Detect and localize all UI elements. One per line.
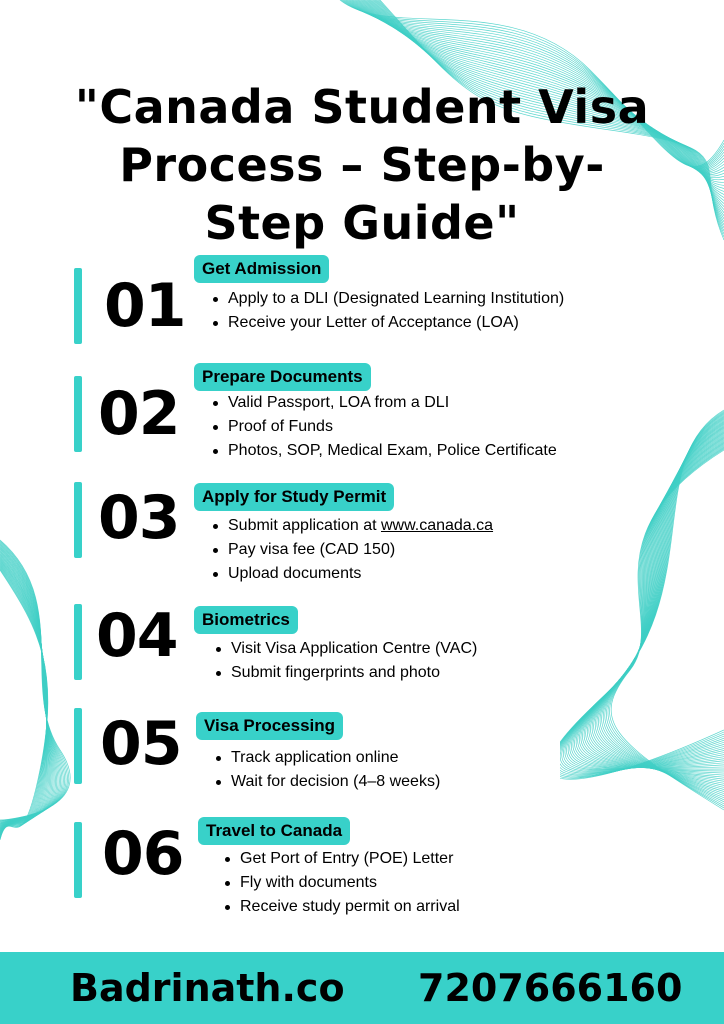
list-item: Get Port of Entry (POE) Letter — [220, 847, 460, 871]
step-number: 02 — [98, 379, 180, 449]
step-marker-bar — [74, 376, 82, 452]
phone-number[interactable]: 7207666160 — [418, 966, 683, 1010]
list-item: Photos, SOP, Medical Exam, Police Certificate — [208, 439, 557, 463]
step-number: 05 — [100, 709, 182, 779]
step-items — [208, 514, 493, 586]
footer-banner — [0, 952, 724, 1024]
step-items — [211, 746, 440, 794]
website-link[interactable]: Badrinath.co — [70, 966, 345, 1010]
page-title: "Canada Student Visa Process – Step-by- Step Guide" — [74, 80, 650, 250]
wave-line — [595, 440, 724, 790]
list-item: Fly with documents — [220, 871, 460, 895]
step-number: 04 — [96, 601, 178, 671]
step-heading-badge: Apply for Study Permit — [194, 483, 394, 511]
step-number: 03 — [98, 483, 180, 553]
step-heading-badge: Visa Processing — [196, 712, 343, 740]
wave-line — [0, 570, 48, 840]
list-item: Receive study permit on arrival — [220, 895, 460, 919]
wave-line — [594, 439, 724, 788]
canada-website-link[interactable]: www.canada.ca — [380, 517, 494, 534]
step-heading-badge: Travel to Canada — [198, 817, 350, 845]
wave-line — [579, 429, 724, 769]
step-items — [208, 391, 557, 463]
wave-line — [0, 544, 65, 823]
list-item: Visit Visa Application Centre (VAC) — [211, 637, 477, 661]
step-items — [220, 847, 460, 919]
list-item: Submit fingerprints and photo — [211, 661, 477, 685]
list-item: Apply to a DLI (Designated Learning Institution) — [208, 287, 564, 311]
list-item: Valid Passport, LOA from a DLI — [208, 391, 557, 415]
list-item: Receive your Letter of Acceptance (LOA) — [208, 311, 564, 335]
wave-decoration-left — [0, 520, 90, 840]
list-item: Pay visa fee (CAD 150) — [208, 538, 493, 562]
step-items — [211, 637, 477, 685]
step-heading-badge: Prepare Documents — [194, 363, 371, 391]
step-number: 06 — [102, 819, 184, 889]
list-item: Track application online — [211, 746, 440, 770]
step-marker-bar — [74, 822, 82, 898]
list-item: Upload documents — [208, 562, 493, 586]
wave-decoration-right — [560, 400, 724, 820]
step-number: 01 — [104, 271, 186, 341]
step-heading-badge: Biometrics — [194, 606, 298, 634]
list-item: Submit application at www.canada.ca — [208, 514, 493, 538]
list-item: Proof of Funds — [208, 415, 557, 439]
step-marker-bar — [74, 708, 82, 784]
step-marker-bar — [74, 604, 82, 680]
step-heading-badge: Get Admission — [194, 255, 329, 283]
wave-line — [597, 441, 724, 792]
list-item: Wait for decision (4–8 weeks) — [211, 770, 440, 794]
wave-line — [592, 438, 724, 786]
step-marker-bar — [74, 482, 82, 558]
step-items — [208, 287, 564, 335]
step-marker-bar — [74, 268, 82, 344]
